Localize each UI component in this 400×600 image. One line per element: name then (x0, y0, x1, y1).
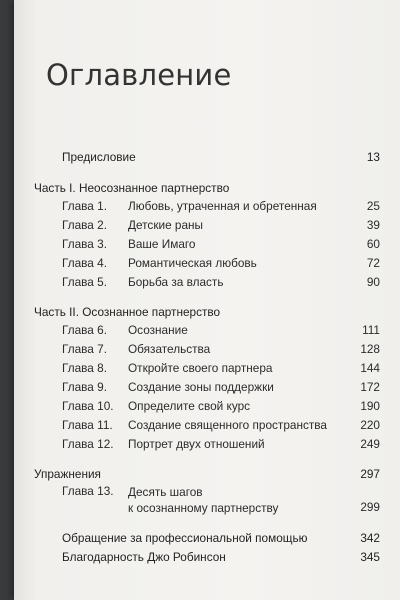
chapter-title: Детские раны (128, 218, 204, 232)
toc-chapter-4[interactable] (62, 256, 380, 270)
chapter-title: Ваше Имаго (128, 237, 196, 251)
chapter-page: 39 (366, 218, 380, 232)
chapter-label: Глава 12. (62, 437, 114, 451)
toc-chapter-5[interactable] (62, 275, 380, 289)
chapter-title: Определите свой курс (128, 399, 251, 413)
toc-chapter-13[interactable] (62, 484, 380, 518)
book-page (14, 0, 400, 600)
entry-page: 342 (360, 531, 380, 545)
chapter-label: Глава 4. (62, 256, 107, 270)
chapter-label: Глава 8. (62, 361, 107, 375)
chapter-title: Создание зоны поддержки (128, 380, 274, 394)
toc-chapter-12[interactable] (62, 437, 380, 451)
chapter-page: 111 (362, 323, 380, 337)
chapter-page: 172 (360, 380, 380, 394)
entry-title: Благодарность Джо Робинсон (62, 550, 226, 564)
toc-chapter-7[interactable] (62, 342, 380, 356)
entry-title: Предисловие (62, 150, 136, 164)
exercises-title: Упражнения (34, 467, 101, 481)
chapter-label: Глава 1. (62, 199, 107, 213)
entry-page: 13 (366, 150, 380, 164)
chapter-page: 25 (366, 199, 380, 213)
chapter-label: Глава 9. (62, 380, 107, 394)
toc-chapter-9[interactable] (62, 380, 380, 394)
chapter-page: 220 (360, 418, 380, 432)
toc-chapter-11[interactable] (62, 418, 380, 432)
toc-chapter-2[interactable] (62, 218, 380, 232)
chapter-label: Глава 3. (62, 237, 107, 251)
chapter-title: Осознание (128, 323, 188, 337)
chapter-page: 144 (360, 361, 380, 375)
chapter-title: Борьба за власть (128, 275, 224, 289)
chapter-page: 190 (360, 399, 380, 413)
entry-page: 345 (360, 550, 380, 564)
toc-part-1[interactable] (34, 181, 380, 195)
toc-chapter-1[interactable] (62, 199, 380, 213)
part-title: Часть I. Неосознанное партнерство (34, 181, 230, 195)
chapter-title: Портрет двух отношений (128, 437, 265, 451)
chapter-label: Глава 6. (62, 323, 107, 337)
toc-chapter-8[interactable] (62, 361, 380, 375)
chapter-title: Создание священного пространства (128, 418, 327, 432)
chapter-title-line-2: к осознанному партнерству (128, 501, 279, 515)
entry-title: Обращение за профессиональной помощью (62, 531, 308, 545)
chapter-title-line-1: Десять шагов (128, 485, 203, 499)
chapter-label: Глава 2. (62, 218, 107, 232)
chapter-label: Глава 10. (62, 399, 114, 413)
part-title: Часть II. Осознанное партнерство (34, 305, 221, 319)
chapter-title: Романтическая любовь (128, 256, 257, 270)
toc-entry-preface[interactable] (62, 150, 380, 164)
toc-entry-thanks[interactable] (62, 550, 380, 564)
chapter-label: Глава 7. (62, 342, 107, 356)
chapter-label: Глава 5. (62, 275, 107, 289)
toc-chapter-10[interactable] (62, 399, 380, 413)
chapter-page: 60 (366, 237, 380, 251)
toc-chapter-3[interactable] (62, 237, 380, 251)
page-title: Оглавление (46, 58, 232, 92)
chapter-label: Глава 13. (62, 484, 114, 498)
chapter-title: Любовь, утраченная и обретенная (128, 199, 317, 213)
chapter-title: Откройте своего партнера (128, 361, 273, 375)
chapter-page: 299 (360, 500, 380, 514)
toc-exercises[interactable] (34, 467, 380, 481)
chapter-title-block (128, 484, 278, 516)
toc-part-2[interactable] (34, 305, 380, 319)
toc-entry-appeal[interactable] (62, 531, 380, 545)
chapter-page: 128 (360, 342, 380, 356)
chapter-page: 90 (366, 275, 380, 289)
chapter-title: Обязательства (128, 342, 211, 356)
chapter-page: 249 (360, 437, 380, 451)
toc-chapter-6[interactable] (62, 323, 380, 337)
exercises-page: 297 (360, 467, 380, 481)
chapter-page: 72 (366, 256, 380, 270)
chapter-label: Глава 11. (62, 418, 113, 432)
